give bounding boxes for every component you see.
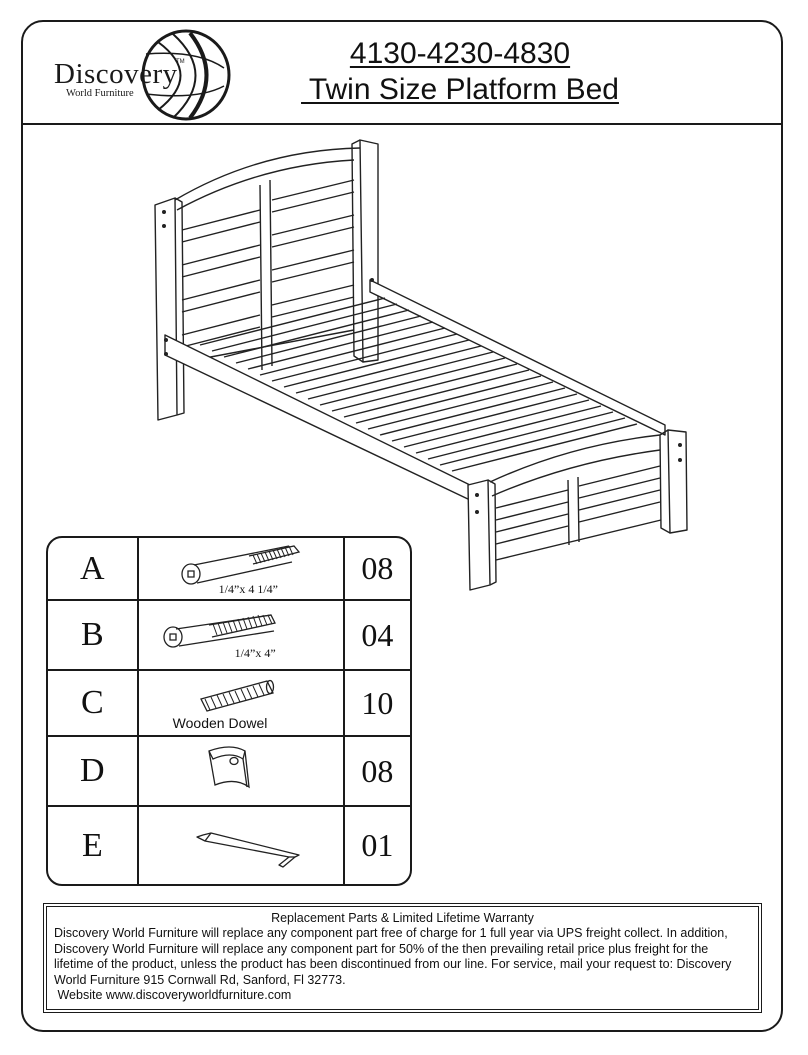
part-illustration [139,538,345,601]
warranty-title: Replacement Parts & Limited Lifetime Warranty [271,911,534,925]
allen-key-icon [139,807,343,884]
product-name: Twin Size Platform Bed [301,73,619,106]
part-letter: E [48,807,139,884]
website-link[interactable]: Website www.discoveryworldfurniture.com [54,988,292,1003]
part-letter: A [48,538,139,601]
header-divider [21,123,783,125]
part-quantity: 10 [345,671,410,737]
model-number: 4130-4230-4830 [349,37,571,70]
table-row [48,671,410,737]
part-letter: B [48,601,139,671]
table-row [48,538,410,601]
table-row [48,807,410,884]
barrel-nut-icon [139,737,343,805]
page-title [270,36,650,108]
part-quantity: 01 [361,827,394,863]
part-illustration [139,807,345,884]
part-quantity: 04 [345,601,410,671]
part-quantity: 08 [345,737,410,807]
part-letter: D [48,737,139,807]
part-letter: C [48,671,139,737]
part-illustration [139,671,345,737]
warranty-box [46,906,759,1010]
bed-illustration [120,130,700,600]
part-name-caption: Wooden Dowel [172,715,268,731]
part-illustration [139,737,345,807]
part-quantity: 08 [345,538,410,601]
warranty-text: Discovery World Furniture will replace any component part free of charge for 1 full year via UPS freight collect. In addition, Discovery World Furniture will replace any component part for 50% of the then prevailing retail price plus freight for the lifetime of the product, unless the product has been discontinued from our line. For service, mail your request to: Discovery World Furniture 915 Cornwall Rd, Sanford, Fl 32773. [54,926,732,987]
part-illustration [139,601,345,671]
hardware-parts-table [46,536,412,886]
table-row [48,737,410,807]
brand-name: Discovery [54,58,178,90]
part-size-caption: 1/4”x 4” [234,646,276,660]
trademark-mark: TM [176,59,185,65]
brand-logo [48,28,233,123]
part-size-caption: 1/4”x 4 1/4” [218,582,278,596]
brand-subtitle: World Furniture [66,88,134,99]
table-row [48,601,410,671]
